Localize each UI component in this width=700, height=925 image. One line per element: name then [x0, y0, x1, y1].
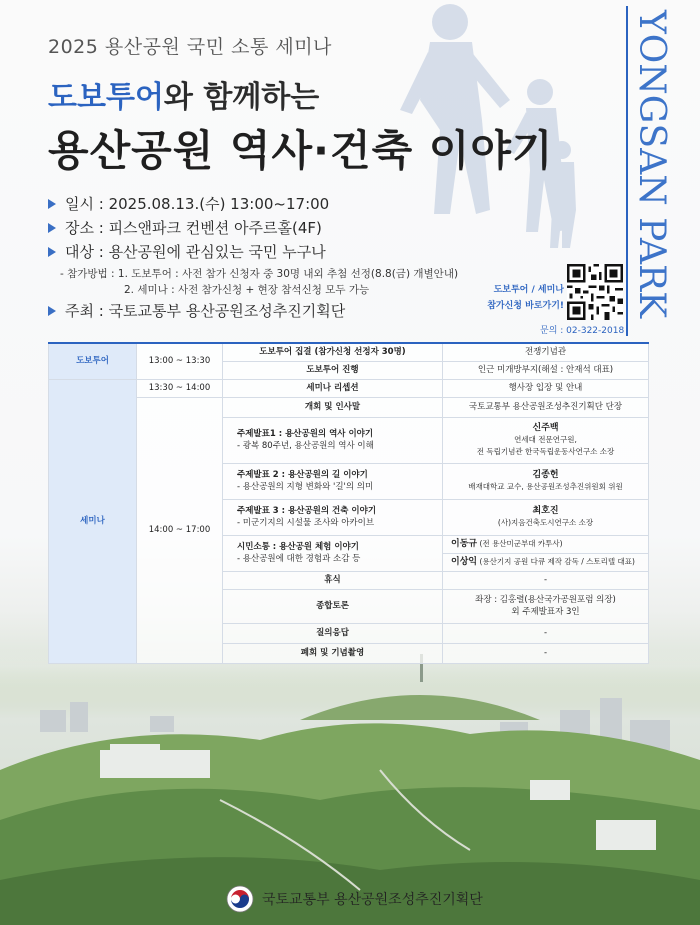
bullet-triangle-icon: [48, 306, 56, 316]
speaker-affiliation: 배재대학교 교수, 용산공원조성추진위원회 위원: [468, 482, 623, 491]
method-line-2: 2. 세미나 : 사전 참가신청 + 현장 참석신청 모두 가능: [124, 284, 370, 296]
participation-method: [60, 266, 458, 298]
program-subtitle: - 용산공원에 대한 경험과 소감 등: [237, 554, 361, 564]
program-cell: [223, 499, 443, 535]
footer-organizer: [226, 885, 483, 913]
program-subtitle: - 광복 80주년, 용산공원의 역사 이해: [237, 441, 374, 451]
apply-caption[interactable]: [472, 282, 564, 314]
speaker-name: 최호진: [532, 506, 559, 516]
schedule-table: [48, 342, 649, 664]
bullet-triangle-icon: [48, 199, 56, 209]
speaker-name: 이상익: [451, 557, 478, 567]
table-row: [49, 397, 649, 417]
program-cell: 세미나 리셉션: [223, 379, 443, 397]
program-title: 주제발표 2 : 용산공원의 길 이야기: [237, 470, 368, 480]
program-title: 시민소통 : 용산공원 체험 이야기: [237, 542, 359, 552]
program-cell: 개회 및 인사말: [223, 397, 443, 417]
headline-rest: 와 함께하는: [163, 80, 320, 115]
table-row: [49, 343, 649, 361]
apply-caption-line-1: 도보투어 / 세미나: [493, 285, 564, 295]
event-info: [48, 192, 329, 264]
time-cell: 14:00 ~ 17:00: [137, 397, 223, 663]
category-seminar: 세미나: [49, 379, 137, 663]
program-title: 주제발표 3 : 용산공원의 건축 이야기: [237, 506, 377, 516]
svg-text:YONGSAN PARK: YONGSAN PARK: [631, 10, 672, 319]
contact-phone: 문의 : 02-322-2018: [540, 326, 625, 336]
speaker-affiliation: 전 독립기념관 한국독립운동사연구소 소장: [476, 447, 615, 456]
moderator-text: 좌장 : 김홍렬(용산국가공원포럼 의장): [475, 595, 616, 605]
government-emblem-icon: [226, 885, 254, 913]
note-cell: 전쟁기념관: [443, 343, 649, 361]
speaker-cell: [443, 499, 649, 535]
speaker-affiliation: (사)지음건축도시연구소 소장: [497, 518, 594, 527]
method-line-1: - 참가방법 : 1. 도보투어 : 사전 참가 신청자 중 30명 내외 추첨 선정(8.8(금) 개별안내): [60, 268, 459, 280]
time-cell: 13:00 ~ 13:30: [137, 343, 223, 379]
program-title: 주제발표1 : 용산공원의 역사 이야기: [237, 429, 374, 439]
category-tour: 도보투어: [49, 343, 137, 379]
speaker-cell: [443, 417, 649, 463]
program-subtitle: - 미군기지의 시설물 조사와 아카이브: [237, 518, 375, 528]
program-cell: [223, 463, 443, 499]
info-place: [48, 216, 329, 240]
event-series-subtitle: 2025 용산공원 국민 소통 세미나: [48, 36, 332, 58]
main-title: 용산공원 역사·건축 이야기: [48, 126, 554, 175]
note-cell: -: [443, 571, 649, 589]
note-cell: -: [443, 643, 649, 663]
speaker-name: 김종헌: [532, 470, 559, 480]
apply-caption-line-2: 참가신청 바로가기!: [487, 301, 564, 311]
speaker-affiliation: (용산기지 공원 다큐 제작 감독 / 스토리텔 대표): [479, 557, 635, 566]
footer-org-text: 국토교통부 용산공원조성추진기획단: [262, 892, 483, 908]
program-cell: 종합토론: [223, 589, 443, 623]
table-row: [49, 379, 649, 397]
speaker-affiliation: (전 용산미군부대 카투사): [479, 539, 563, 548]
program-cell: [223, 535, 443, 571]
bullet-triangle-icon: [48, 223, 56, 233]
headline-highlight: 도보투어: [48, 80, 164, 115]
speaker-cell: [443, 463, 649, 499]
program-subtitle: - 용산공원의 지형 변화와 '길'의 의미: [237, 482, 374, 492]
park-landscape-illustration: [0, 650, 700, 925]
panel-text: 외 주제발표자 3인: [511, 607, 580, 617]
time-cell: 13:30 ~ 14:00: [137, 379, 223, 397]
place-text: 장소 : 피스앤파크 컨벤션 아주르홀(4F): [65, 219, 322, 237]
note-cell: -: [443, 623, 649, 643]
note-cell: 국토교통부 용산공원조성추진기획단 단장: [443, 397, 649, 417]
headline: [48, 72, 319, 116]
target-text: 대상 : 용산공원에 관심있는 국민 누구나: [65, 243, 326, 261]
note-cell: [443, 589, 649, 623]
host-text: 주최 : 국토교통부 용산공원조성추진기획단: [65, 302, 346, 320]
program-cell: 도보투어 진행: [223, 361, 443, 379]
info-target: [48, 240, 329, 264]
program-cell: 폐회 및 기념촬영: [223, 643, 443, 663]
date-text: 일시 : 2025.08.13.(수) 13:00~17:00: [65, 195, 330, 213]
note-cell: 행사장 입장 및 안내: [443, 379, 649, 397]
program-cell: 질의응답: [223, 623, 443, 643]
program-cell: 도보투어 집결 (참가신청 선정자 30명): [223, 343, 443, 361]
program-cell: 휴식: [223, 571, 443, 589]
speaker-name: 신주백: [532, 423, 559, 433]
speaker-cell: [443, 535, 649, 553]
info-host: [48, 300, 345, 321]
info-date: [48, 192, 329, 216]
program-cell: [223, 417, 443, 463]
vertical-title: [626, 6, 684, 336]
note-cell: 인근 미개방부지(해설 : 안재석 대표): [443, 361, 649, 379]
speaker-affiliation: 연세대 전문연구원,: [514, 435, 577, 444]
qr-code-icon[interactable]: [567, 264, 623, 320]
bullet-triangle-icon: [48, 247, 56, 257]
speaker-name: 이동규: [451, 539, 478, 549]
speaker-cell: [443, 553, 649, 571]
